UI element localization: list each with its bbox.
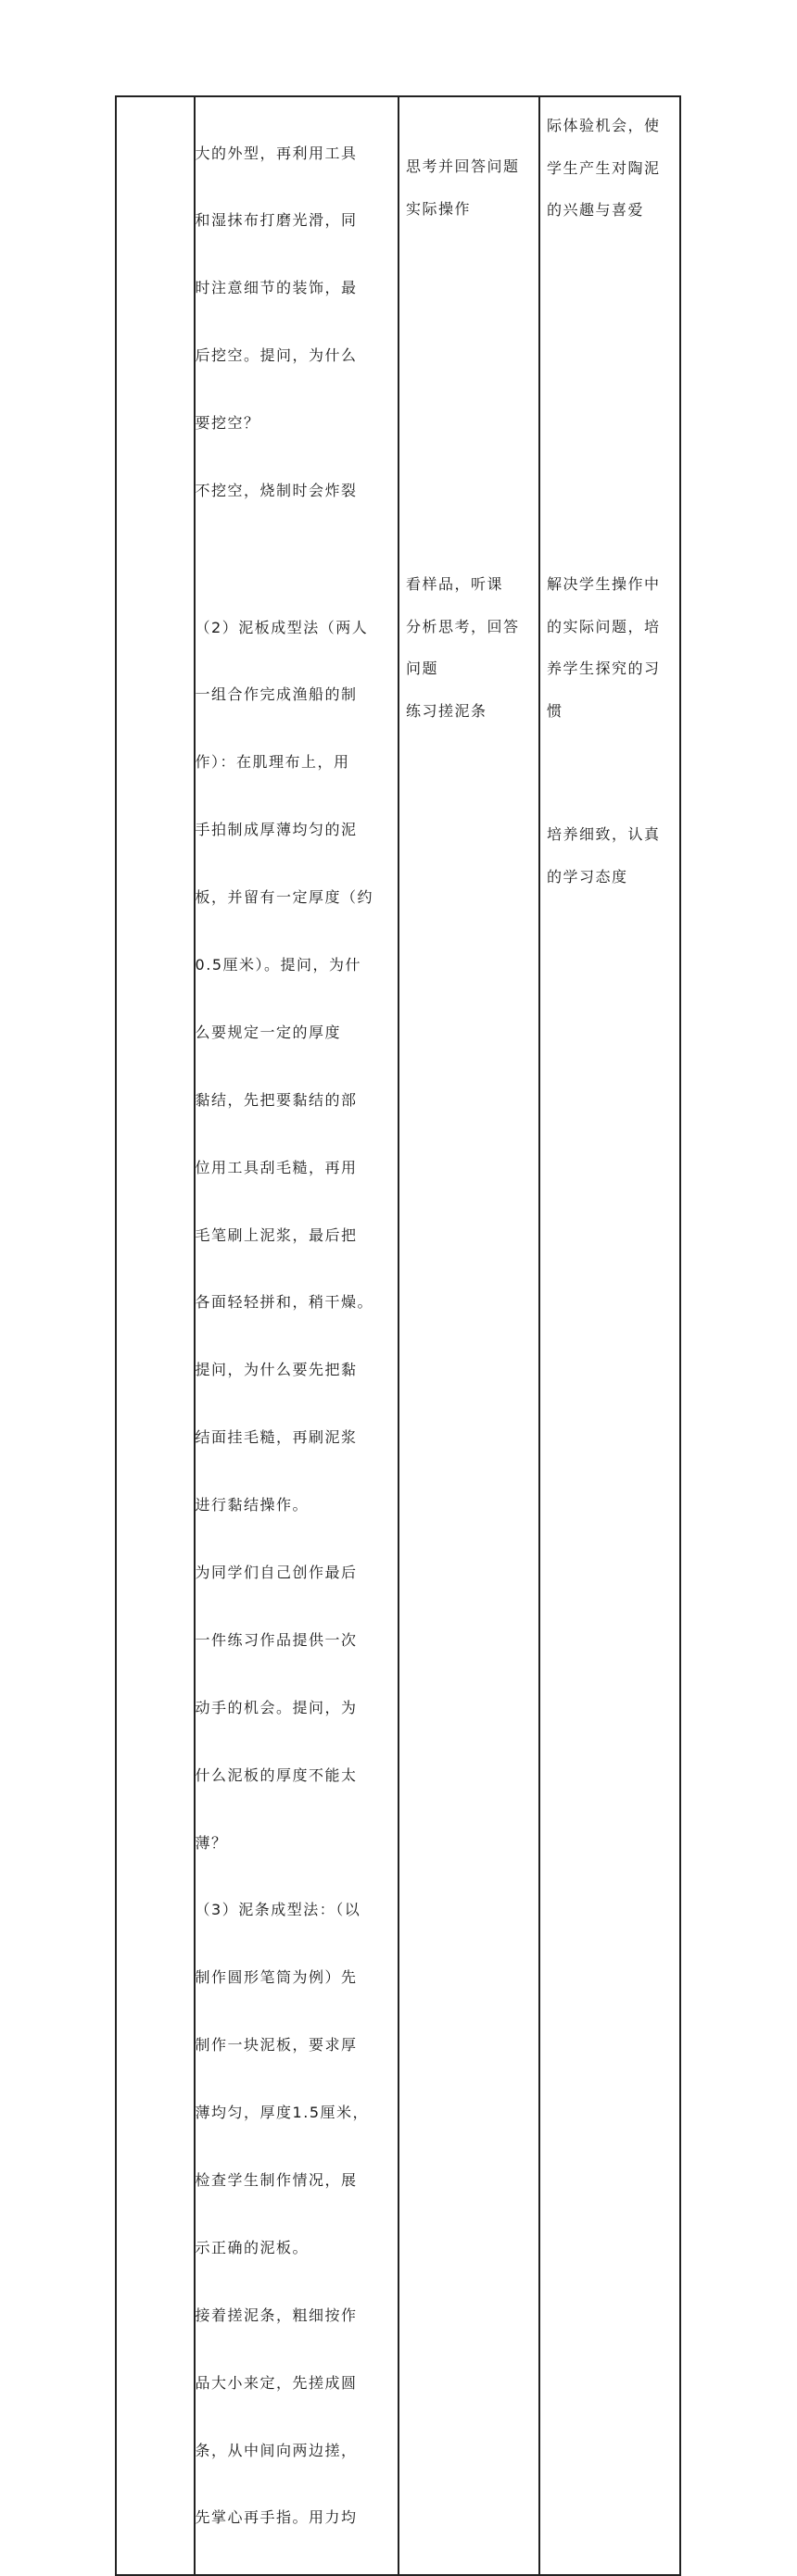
text-line: 位用工具刮毛糙，再用 bbox=[195, 1158, 358, 1176]
teacher-activity-cell bbox=[195, 96, 398, 2575]
text-line: 毛笔刷上泥浆，最后把 bbox=[195, 1225, 358, 1244]
text-line: 各面轻轻拼和，稍干燥。 bbox=[195, 1293, 374, 1312]
text-line: 手拍制成厚薄均匀的泥 bbox=[195, 821, 358, 839]
design-intent-block bbox=[547, 105, 676, 232]
text-line: 练习搓泥条 bbox=[405, 701, 487, 720]
design-intent-cell bbox=[539, 96, 680, 2575]
text-line: 惯 bbox=[546, 701, 563, 720]
text-line: 先掌心再手指。用力均 bbox=[195, 2508, 358, 2527]
text-line: 实际操作 bbox=[405, 199, 471, 218]
text-line: 的兴趣与喜爱 bbox=[546, 201, 644, 219]
text-line: 学生产生对陶泥 bbox=[546, 158, 661, 177]
text-line: 进行黏结操作。 bbox=[195, 1496, 310, 1514]
text-line: 看样品，听课 bbox=[405, 575, 503, 593]
text-line: 结面挂毛糙，再刷泥浆 bbox=[195, 1428, 358, 1447]
stage-cell bbox=[116, 96, 195, 2575]
text-line: 板，并留有一定厚度（约 bbox=[195, 888, 374, 907]
text-line: 制作一块泥板，要求厚 bbox=[195, 2036, 358, 2055]
design-intent-block bbox=[547, 813, 676, 898]
lesson-plan-table bbox=[115, 95, 681, 2576]
text-line: 示正确的泥板。 bbox=[195, 2238, 310, 2256]
text-line: 解决学生操作中 bbox=[546, 575, 661, 593]
text-line: 养学生探究的习 bbox=[546, 660, 661, 677]
student-activity-block bbox=[406, 145, 535, 230]
text-line: 的学习态度 bbox=[546, 867, 628, 886]
text-line: 一件练习作品提供一次 bbox=[195, 1630, 358, 1649]
text-line: 不挖空，烧制时会炸裂 bbox=[195, 482, 358, 500]
text-line: 薄均匀，厚度1.5厘米， bbox=[195, 2104, 369, 2122]
text-line: 时注意细节的装饰，最 bbox=[195, 279, 358, 297]
text-line: 提问，为什么要先把黏 bbox=[195, 1361, 358, 1379]
text-line: 检查学生制作情况，展 bbox=[195, 2171, 358, 2190]
text-line: 作）：在肌理布上，用 bbox=[195, 753, 350, 772]
text-line: 要挖空？ bbox=[195, 414, 260, 433]
text-line: 0.5厘米）。提问，为什 bbox=[195, 955, 361, 974]
text-line: 制作圆形笔筒为例）先 bbox=[195, 1968, 358, 1987]
text-line: 品大小来定，先搓成圆 bbox=[195, 2373, 358, 2392]
text-line: 培养细致，认真 bbox=[546, 825, 661, 843]
text-line: 的实际问题，培 bbox=[546, 617, 661, 635]
text-line: （3）泥条成型法：（以 bbox=[195, 1901, 361, 1919]
text-line: （2）泥板成型法（两人 bbox=[195, 618, 369, 636]
text-line: 黏结，先把要黏结的部 bbox=[195, 1090, 358, 1109]
text-line: 和湿抹布打磨光滑，同 bbox=[195, 211, 358, 230]
text-line: 为同学们自己创作最后 bbox=[195, 1564, 358, 1581]
text-line: 动手的机会。提问，为 bbox=[195, 1698, 358, 1716]
design-intent-block bbox=[547, 563, 676, 732]
text-line: 后挖空。提问，为什么 bbox=[195, 346, 358, 365]
text-line: 分析思考，回答 bbox=[405, 617, 520, 635]
text-line: 际体验机会，使 bbox=[546, 117, 661, 134]
text-line: 大的外型，再利用工具 bbox=[195, 144, 358, 162]
student-activity-cell bbox=[398, 96, 539, 2575]
text-line: 什么泥板的厚度不能太 bbox=[195, 1766, 358, 1784]
text-line: 思考并回答问题 bbox=[405, 157, 520, 175]
text-line: 条，从中间向两边搓， bbox=[195, 2441, 358, 2459]
paragraph-gap bbox=[196, 547, 398, 572]
student-activity-block bbox=[406, 563, 535, 732]
text-line: 一组合作完成渔船的制 bbox=[195, 685, 358, 704]
text-line: 接着搓泥条，粗细按作 bbox=[195, 2306, 358, 2324]
text-line: 问题 bbox=[405, 660, 438, 677]
text-line: 薄？ bbox=[195, 1833, 228, 1852]
table-row bbox=[116, 96, 680, 2575]
text-line: 么要规定一定的厚度 bbox=[195, 1023, 342, 1041]
